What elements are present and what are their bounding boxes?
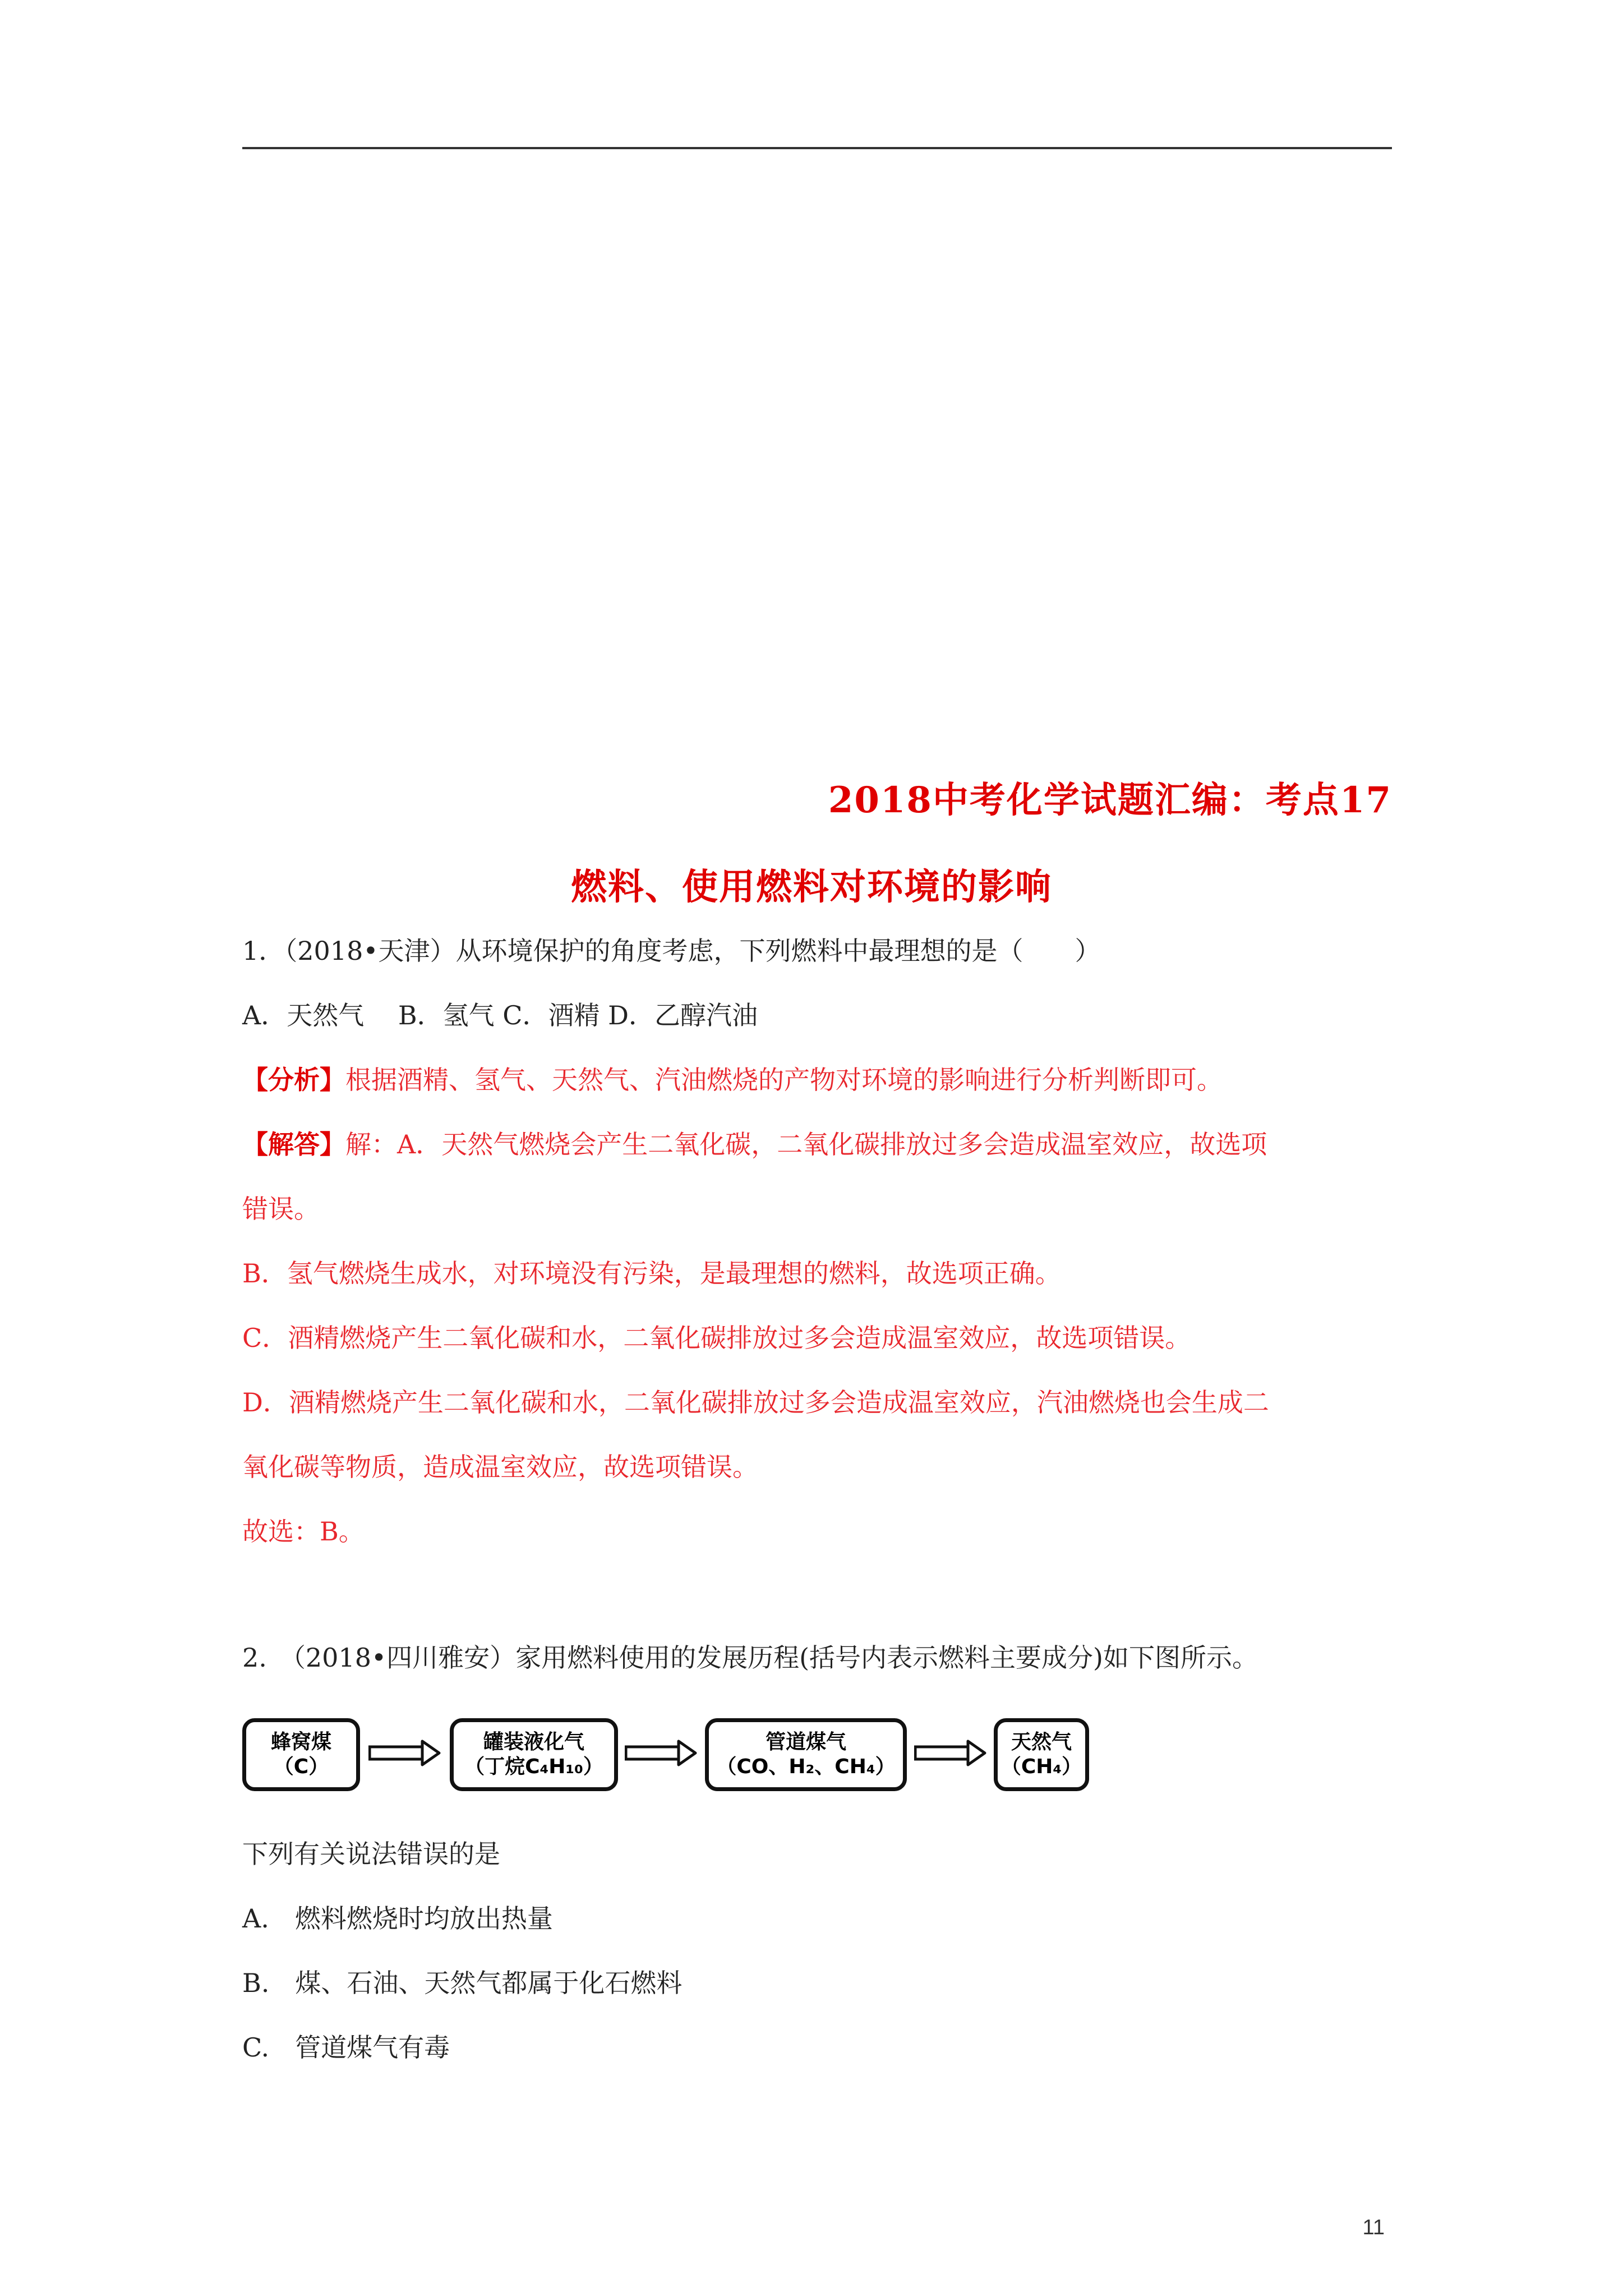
flow-arrow-icon (368, 1739, 441, 1767)
analysis-text: 根据酒精、氢气、天然气、汽油燃烧的产物对环境的影响进行分析判断即可。 (345, 1065, 1223, 1095)
page-number: 11 (1362, 2216, 1385, 2239)
flow-box-pipeline-gas (705, 1718, 907, 1791)
q1-answer-b: B．氢气燃烧生成水，对环境没有污染，是最理想的燃料，故选项正确。 (242, 1258, 1061, 1289)
q2-option-a: A. 燃料燃烧时均放出热量 (242, 1903, 553, 1934)
header-rule (242, 147, 1392, 149)
flow-box-natural-gas (994, 1718, 1089, 1791)
q1-answer-c: C．酒精燃烧产生二氧化碳和水，二氧化碳排放过多会造成温室效应，故选项错误。 (242, 1323, 1191, 1353)
flow-box-name: 管道煤气 (765, 1731, 846, 1754)
q1-answer-d-line1: D．酒精燃烧产生二氧化碳和水，二氧化碳排放过多会造成温室效应，汽油燃烧也会生成二 (242, 1387, 1269, 1418)
fuel-flow-diagram (242, 1708, 1082, 1798)
document-title: 2018中考化学试题汇编：考点17 (828, 779, 1392, 821)
flow-arrow-icon (914, 1739, 987, 1767)
q2-prompt: 下列有关说法错误的是 (242, 1839, 500, 1869)
q1-options: A．天然气 B．氢气 C．酒精 D．乙醇汽油 (242, 1000, 758, 1030)
q2-option-c: C. 管道煤气有毒 (242, 2032, 450, 2063)
flow-box-name: 罐装液化气 (483, 1731, 584, 1754)
q1-answer-d-line2: 氧化碳等物质，造成温室效应，故选项错误。 (242, 1452, 758, 1482)
answer-tag: 【解答】 (242, 1129, 345, 1159)
q1-choice: 故选：B。 (242, 1516, 365, 1547)
analysis-tag: 【分析】 (242, 1065, 345, 1095)
q1-answer-a-line1 (242, 1128, 1267, 1161)
flow-box-name: 天然气 (1011, 1731, 1072, 1754)
q1-analysis (242, 1063, 1223, 1097)
q1-answer-a-line2: 错误。 (242, 1194, 320, 1224)
flow-box-formula: （CO、H₂、CH₄） (716, 1755, 896, 1778)
flow-arrow-icon (625, 1739, 698, 1767)
q1-stem: 1．（2018•天津）从环境保护的角度考虑，下列燃料中最理想的是（ ） (242, 936, 1101, 966)
flow-box-honeycomb-coal (242, 1718, 360, 1791)
answer-a-text: 解：A．天然气燃烧会产生二氧化碳，二氧化碳排放过多会造成温室效应，故选项 (345, 1129, 1267, 1159)
flow-box-formula: （C） (273, 1755, 329, 1778)
flow-box-formula: （丁烷C₄H₁₀） (464, 1755, 603, 1778)
q2-option-b: B. 煤、石油、天然气都属于化石燃料 (242, 1968, 683, 1998)
flow-box-name: 蜂窝煤 (270, 1731, 331, 1754)
document-subtitle: 燃料、使用燃料对环境的影响 (571, 866, 1052, 908)
flow-box-lpg (450, 1718, 618, 1791)
q2-stem: 2. （2018•四川雅安）家用燃料使用的发展历程(括号内表示燃料主要成分)如下图所示。 (242, 1642, 1258, 1673)
flow-box-formula: （CH₄） (1000, 1755, 1082, 1778)
